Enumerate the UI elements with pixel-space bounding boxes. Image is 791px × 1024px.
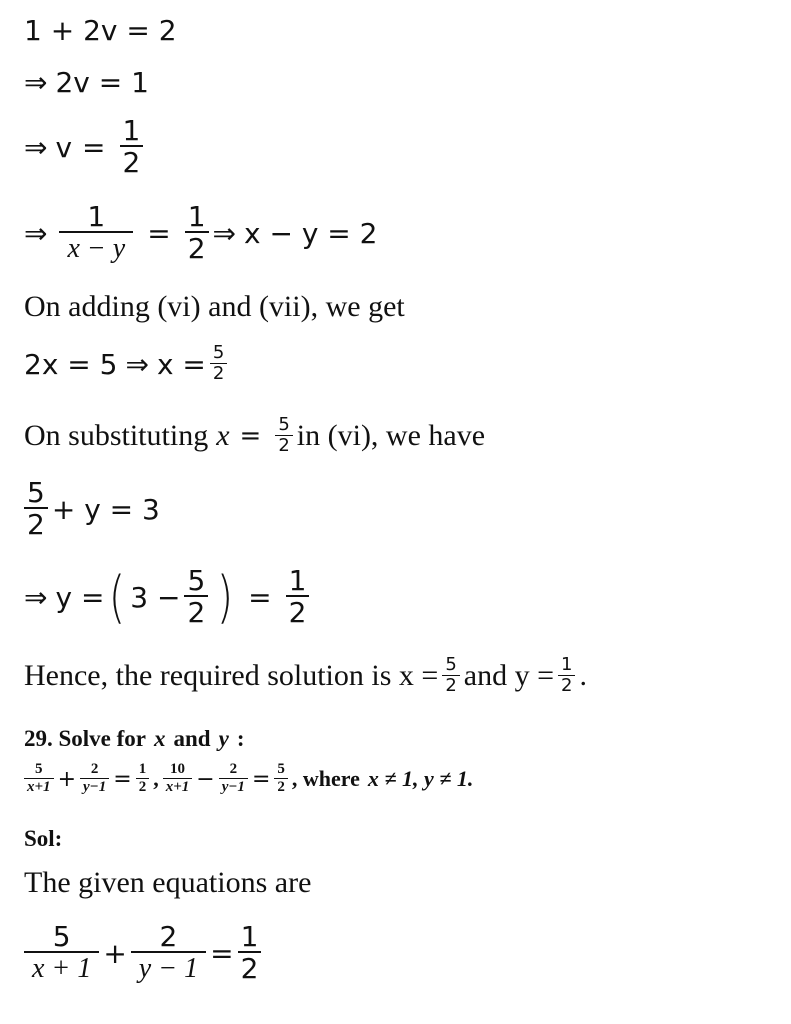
minus-sign: − [196, 766, 215, 792]
numerator: 1 [187, 200, 206, 233]
q29-colon: : [236, 726, 245, 751]
implies-symbol: ⇒ [125, 347, 149, 381]
variable-v: v [55, 131, 73, 165]
denominator: 2 [210, 363, 227, 385]
numerator: 1 [87, 200, 106, 233]
eq-line-8 [24, 478, 160, 542]
fraction-5-over-x-plus-1 [24, 762, 54, 796]
fraction-five-halves [210, 344, 227, 385]
substituting-post: in (vi), we have [296, 419, 486, 453]
q29-where: , where [291, 766, 360, 791]
fraction-half [286, 566, 310, 630]
numerator: 5 [52, 920, 71, 953]
implies-symbol: ⇒ [24, 131, 48, 165]
eq-6-lhs: 2x = 5 [24, 347, 118, 381]
eq-line-1 [24, 14, 177, 47]
denominator: y − 1 [131, 951, 206, 985]
variable-x: x [216, 419, 230, 453]
fraction-2-over-y-minus-1 [219, 762, 248, 796]
question-29-equations [24, 762, 473, 796]
plus-sign: + [57, 766, 76, 792]
q29-condition: x ≠ 1, y ≠ 1. [367, 766, 474, 791]
implies-symbol: ⇒ [212, 217, 236, 251]
fraction-five-halves [275, 416, 292, 457]
implies-symbol: ⇒ [24, 66, 48, 99]
substituting-pre: On substituting [24, 419, 209, 453]
sol-text: Sol: [24, 826, 63, 851]
fraction-5-over-x-plus-1 [24, 922, 99, 986]
text-line-solution [24, 656, 587, 697]
numerator: 5 [445, 654, 457, 675]
fraction-one-over-x-minus-y [59, 202, 133, 266]
fraction-10-over-x-plus-1 [163, 762, 193, 796]
numerator: 1 [122, 114, 141, 147]
eq-6-var: x = [156, 347, 206, 381]
eq-9-three: 3 − [130, 581, 181, 615]
denominator: x+1 [163, 778, 193, 796]
eq-line-9 [24, 566, 313, 630]
eq-line-2 [24, 66, 149, 99]
denominator: 2 [442, 675, 459, 697]
equals-sign: = [82, 131, 106, 165]
numerator: 1 [561, 654, 573, 675]
denominator: x − y [59, 231, 133, 265]
comma: , [153, 766, 159, 791]
numerator: 2 [90, 761, 99, 777]
fraction-2-over-y-minus-1 [131, 922, 206, 986]
eq-line-6 [24, 344, 231, 385]
eq-line-last [24, 922, 265, 986]
eq-8-rest: + y = 3 [51, 493, 160, 527]
denominator: 2 [136, 778, 150, 796]
denominator: 2 [558, 675, 575, 697]
q29-var-y: y [218, 726, 229, 751]
implies-symbol: ⇒ [24, 581, 48, 615]
denominator: y−1 [80, 778, 109, 796]
denominator: y−1 [219, 778, 248, 796]
numerator: 1 [240, 920, 259, 953]
eq-4-result: x − y = 2 [243, 217, 378, 251]
equals-sign: = [210, 937, 234, 971]
fraction-half [558, 656, 575, 697]
equals-sign: = [251, 766, 271, 792]
numerator: 5 [277, 761, 285, 777]
fraction-five-halves [184, 566, 208, 630]
plus-sign: + [103, 937, 127, 971]
sol-label [24, 826, 62, 852]
q29-and: and [173, 726, 211, 751]
denominator: 2 [185, 231, 209, 265]
numerator: 5 [278, 414, 290, 435]
fraction-five-halves [24, 478, 48, 542]
denominator: 2 [120, 145, 144, 179]
numerator: 5 [187, 564, 206, 597]
eq-line-4 [24, 202, 377, 266]
text-line-given [24, 866, 311, 900]
fraction-five-halves [274, 762, 288, 796]
denominator: 2 [286, 595, 310, 629]
equals-sign: = [248, 581, 272, 615]
numerator: 5 [27, 476, 45, 509]
denominator: 2 [274, 778, 288, 796]
numerator: 2 [159, 920, 178, 953]
denominator: 2 [184, 595, 208, 629]
numerator: 10 [169, 761, 185, 777]
denominator: 2 [238, 951, 262, 985]
text-line-substituting [24, 416, 485, 457]
denominator: 2 [275, 435, 292, 457]
eq-1-text: 1 + 2v = 2 [24, 14, 177, 47]
text-line-adding [24, 290, 405, 324]
fraction-2-over-y-minus-1 [80, 762, 109, 796]
given-text: The given equations are [24, 866, 312, 899]
q29-var-x: x [154, 726, 166, 751]
question-29-title [24, 726, 245, 752]
fraction-half [120, 116, 144, 180]
fraction-half [238, 922, 262, 986]
fraction-five-halves [442, 656, 459, 697]
equals-sign: = [147, 217, 171, 251]
numerator: 1 [138, 761, 147, 777]
denominator: x + 1 [24, 951, 99, 985]
eq-2-text: 2v = 1 [55, 66, 149, 99]
left-paren: ( [109, 564, 126, 630]
numerator: 1 [288, 564, 307, 597]
fraction-half [185, 202, 209, 266]
denominator: 2 [24, 507, 48, 541]
numerator: 5 [212, 342, 225, 363]
equals-sign: = [239, 421, 262, 452]
denominator: x+1 [24, 778, 54, 796]
eq-9-var: y = [55, 581, 105, 615]
numerator: 2 [229, 761, 238, 777]
adding-text: On adding (vi) and (vii), we get [24, 290, 405, 323]
right-paren: ) [217, 564, 234, 630]
q29-title-pre: 29. Solve for [24, 726, 147, 751]
equals-sign: = [113, 766, 132, 792]
fraction-half [136, 762, 150, 796]
solution-mid: and y = [463, 659, 555, 693]
implies-symbol: ⇒ [24, 217, 48, 251]
numerator: 5 [35, 761, 43, 777]
eq-line-3 [24, 116, 147, 180]
solution-pre: Hence, the required solution is x = [24, 659, 439, 693]
solution-end: . [579, 659, 587, 693]
